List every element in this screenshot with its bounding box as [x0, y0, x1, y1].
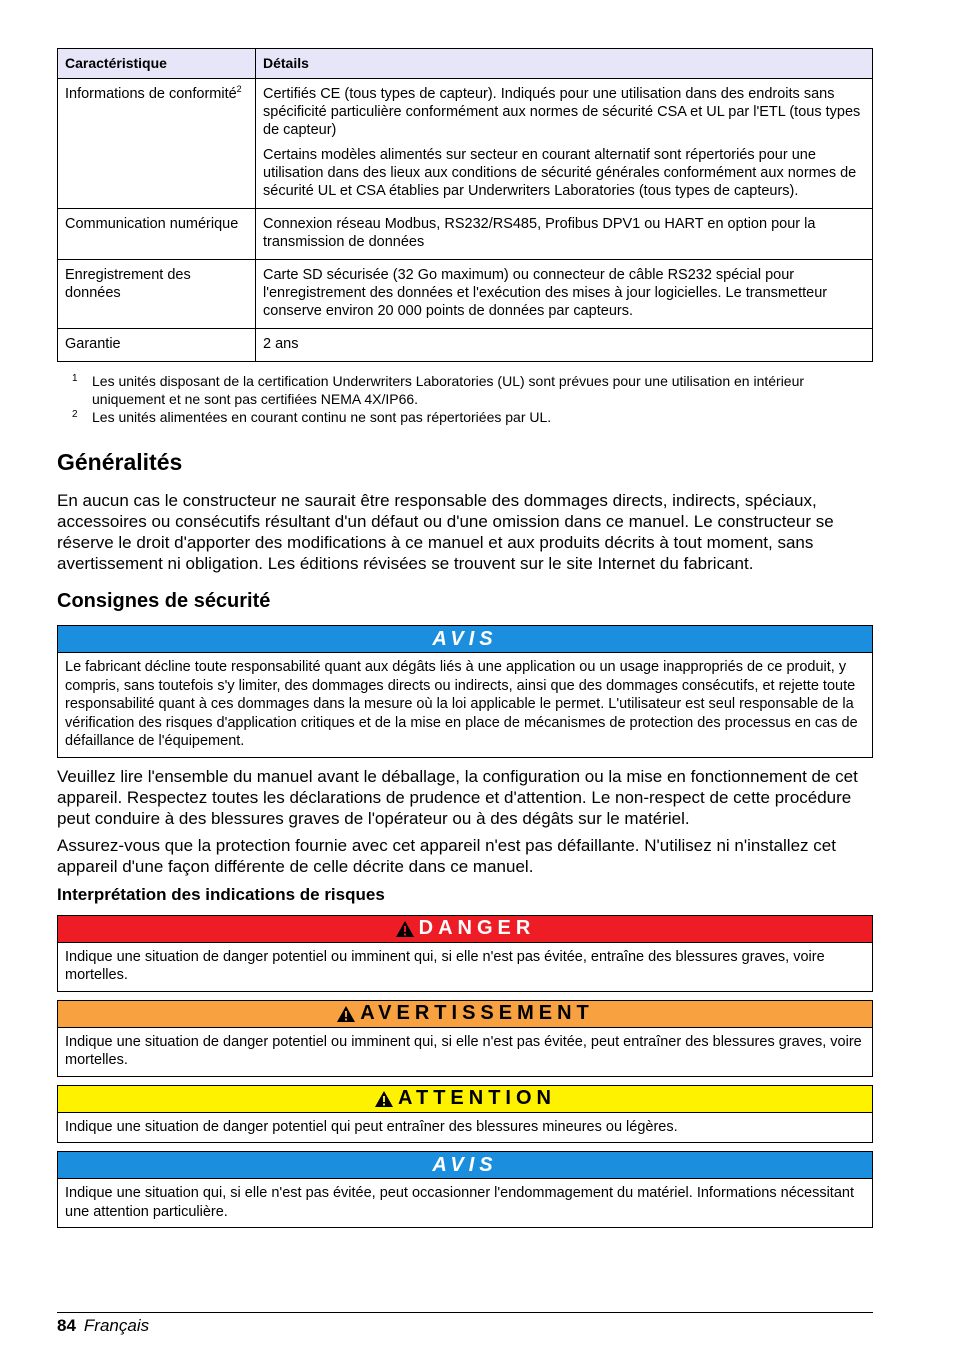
notice-header: AVIS [58, 626, 872, 653]
table-row [58, 79, 873, 209]
warning-triangle-icon [395, 920, 415, 938]
subsection-title-risques: Interprétation des indications de risques [57, 884, 385, 904]
details-paragraph: 2 ans [263, 336, 299, 352]
footnote-text: Les unités alimentées en courant continu ne sont pas répertoriées par UL. [92, 409, 552, 425]
row-label: Communication numérique [58, 209, 256, 260]
table-row [58, 260, 873, 329]
footer-language: Français [83, 1316, 150, 1335]
table-row [58, 209, 873, 260]
body-paragraph: Assurez-vous que la protection fournie avec cet appareil n'est pas défaillante. N'utilisez ni n'installez cet appareil d'une façon différente de celle décrite dans ce manuel. [57, 835, 836, 876]
body-paragraph: Veuillez lire l'ensemble du manuel avant le déballage, la configuration ou la mise en fonctionnement de cet appareil. Respectez toutes les déclarations de prudence et d'attention. Le non-respect de cette procédure peut conduire à des blessures graves de l'opérateur ou à des dégâts sur le matériel. [57, 766, 858, 828]
row-label: Garantie [58, 329, 256, 362]
details-paragraph: Carte SD sécurisée (32 Go maximum) ou connecteur de câble RS232 spécial pour l'enregistrement des données et l'exécution des mises à jour logicielles. Le transmetteur conserve environ 20 000 points de données par capteurs. [263, 267, 828, 319]
row-label: Enregistrement des données [58, 260, 256, 329]
page-footer [57, 1312, 873, 1336]
caution-header [58, 1086, 872, 1113]
page-content [57, 48, 873, 1236]
caution-box [57, 1085, 873, 1144]
warning-label: AVERTISSEMENT [360, 1002, 594, 1024]
warning-triangle-icon [336, 1005, 356, 1023]
warning-box [57, 1000, 873, 1077]
notice-text: Le fabricant décline toute responsabilité quant aux dégâts liés à une application ou un usage inappropriés de ce produit, y compris, sans toutefois s'y limiter, des dommages directs ou indirects, ainsi que des dommages consécutifs, et rejette toute responsabilité quant à ces dommages dans la mesure où la loi applicable le permet. L'utilisateur est seul responsable de la vérification des risques d'application critiques et de la mise en place de mécanismes de protection des processus en cas de défaillance de l'équipement. [65, 659, 858, 749]
page-number: 84 [57, 1316, 76, 1335]
notice-box [57, 1151, 873, 1228]
spec-table [57, 48, 873, 362]
footnote [57, 408, 873, 426]
footnote [57, 372, 873, 408]
footnote-text: Les unités disposant de la certification Underwriters Laboratories (UL) sont prévues pour une utilisation en intérieur uniquement et ne sont pas certifiées NEMA 4X/IP66. [92, 373, 805, 407]
warning-triangle-icon [374, 1090, 394, 1108]
footnote-number: 1 [72, 373, 78, 384]
row-label [58, 79, 256, 209]
danger-text: Indique une situation de danger potentiel ou imminent qui, si elle n'est pas évitée, entraîne des blessures graves, voire mortelles. [65, 948, 825, 983]
column-header: Caractéristique [58, 49, 256, 79]
footnotes [57, 372, 873, 426]
details-paragraph: Certains modèles alimentés sur secteur en courant alternatif sont répertoriés pour une utilisation dans des lieux aux conditions de sécurité générales conformément aux normes de sécurité UL et CSA établies par Underwriters Laboratories (tous types de capteurs). [263, 147, 857, 199]
footnote-ref: 2 [236, 84, 242, 95]
danger-header [58, 916, 872, 943]
row-details [256, 329, 873, 362]
table-header-row [58, 49, 873, 79]
details-paragraph: Connexion réseau Modbus, RS232/RS485, Profibus DPV1 ou HART en option pour la transmission de données [263, 216, 816, 250]
notice-header: AVIS [58, 1152, 872, 1179]
section-title-securite: Consignes de sécurité [57, 590, 271, 612]
notice-box [57, 625, 873, 758]
section-title-generalites: Généralités [57, 449, 183, 475]
warning-text: Indique une situation de danger potentiel ou imminent qui, si elle n'est pas évitée, peut entraîner des blessures graves, voire mortelles. [65, 1033, 862, 1068]
danger-box [57, 915, 873, 992]
notice-text: Indique une situation qui, si elle n'est pas évitée, peut occasionner l'endommagement du matériel. Informations nécessitant une attention particulière. [65, 1185, 854, 1220]
row-details [256, 209, 873, 260]
warning-header [58, 1001, 872, 1028]
row-details [256, 79, 873, 209]
row-label-text: Informations de conformité [65, 86, 237, 102]
table-row [58, 329, 873, 362]
details-paragraph: Certifiés CE (tous types de capteur). Indiqués pour une utilisation dans des endroits sans spécificité particulière conformément aux normes de sécurité CSA et UL par l'ETL (tous types de capteur) [263, 86, 861, 138]
caution-label: ATTENTION [398, 1087, 556, 1109]
row-details [256, 260, 873, 329]
column-header: Détails [256, 49, 873, 79]
footnote-number: 2 [72, 409, 78, 420]
caution-text: Indique une situation de danger potentiel qui peut entraîner des blessures mineures ou légères. [65, 1118, 678, 1135]
body-paragraph: En aucun cas le constructeur ne saurait être responsable des dommages directs, indirects, spéciaux, accessoires ou consécutifs résultant d'un défaut ou d'une omission dans ce manuel. Le constructeur se réserve le droit d'apporter des modifications à ce manuel et aux produits décrits à tout moment, sans avertissement ni obligation. Les éditions révisées se trouvent sur le site Internet du fabricant. [57, 491, 834, 573]
danger-label: DANGER [418, 917, 536, 939]
